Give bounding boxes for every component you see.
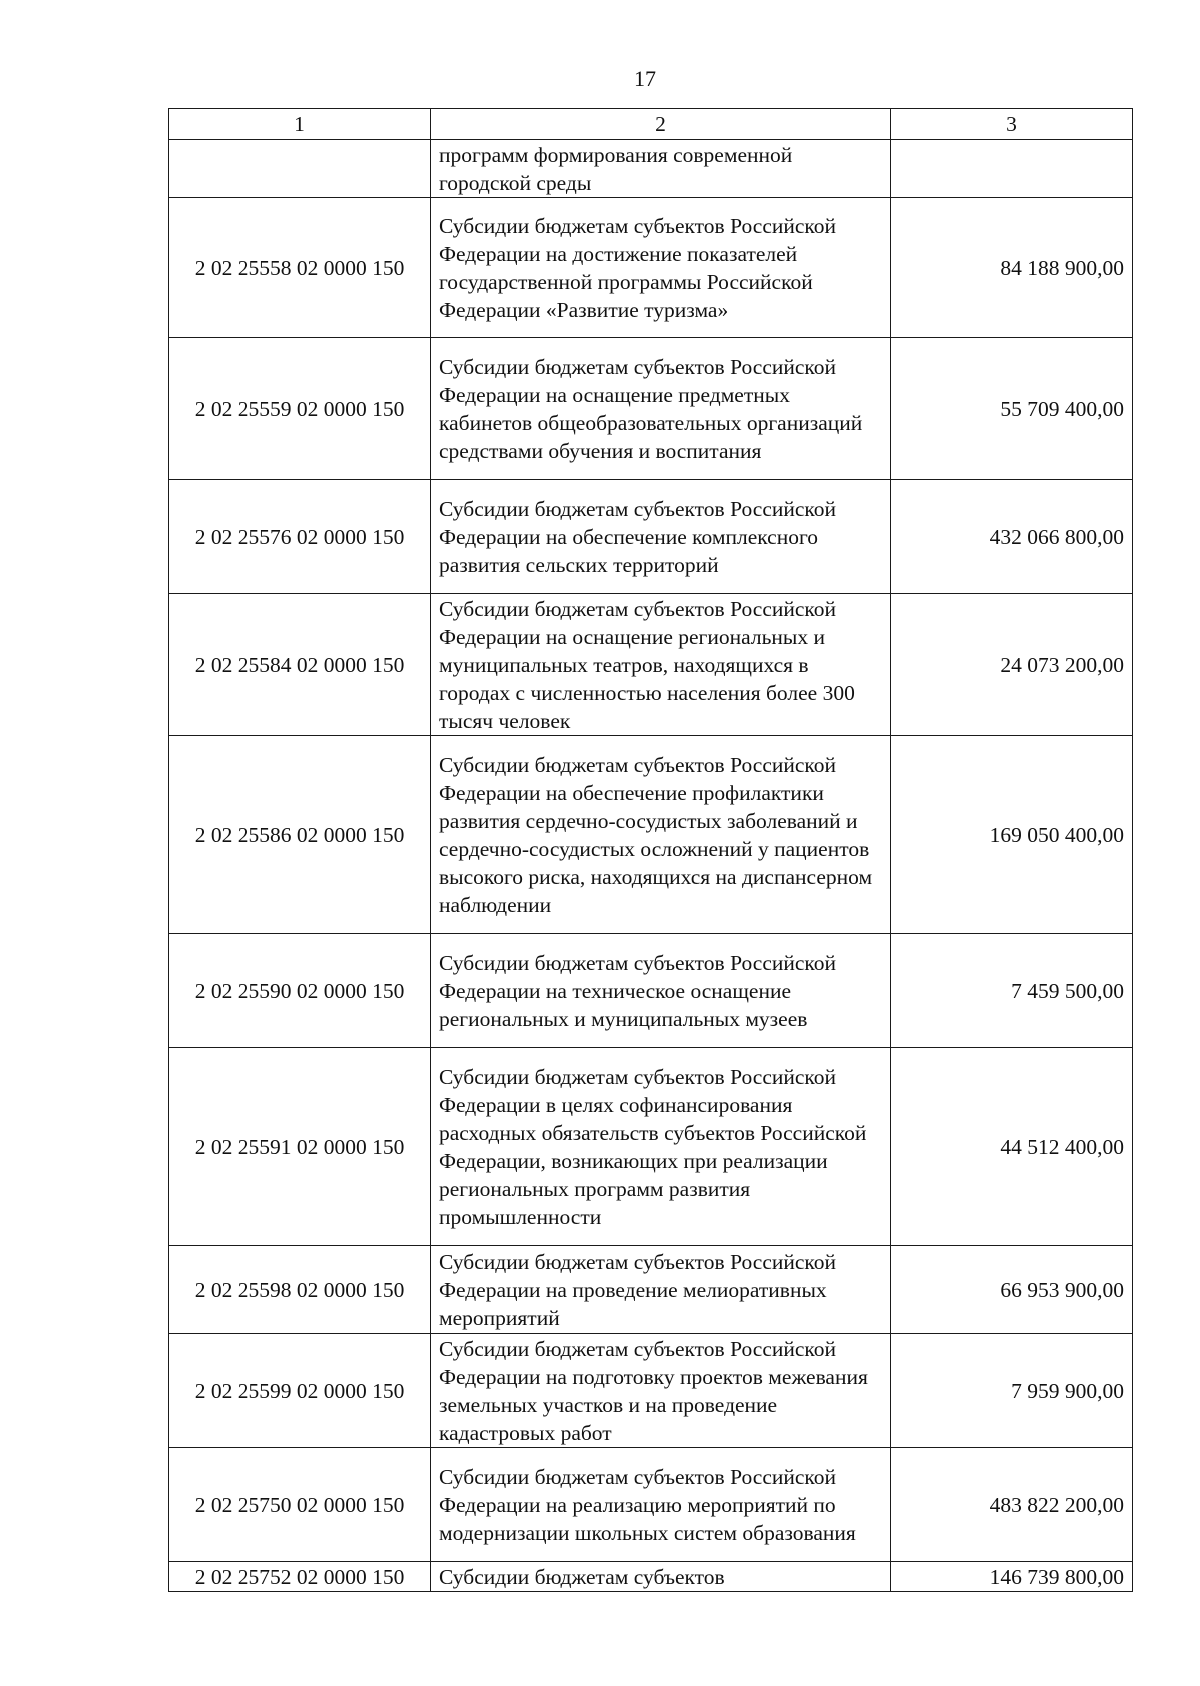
row-code: 2 02 25591 02 0000 150 xyxy=(169,1048,431,1246)
row-description: Субсидии бюджетам субъектов Российской Федерации на обеспечение профилактики развития сердечно-сосудистых заболеваний и сердечно-сосудистых осложнений у пациентов высокого риска, находящихся на диспансерном наблюдении xyxy=(431,736,891,934)
row-code: 2 02 25598 02 0000 150 xyxy=(169,1246,431,1334)
table-row xyxy=(169,1048,1133,1246)
row-description: Субсидии бюджетам субъектов Российской Федерации на оснащение предметных кабинетов общеобразовательных организаций средствами обучения и воспитания xyxy=(431,338,891,480)
row-code: 2 02 25752 02 0000 150 xyxy=(169,1562,431,1592)
row-amount: 7 959 900,00 xyxy=(891,1334,1133,1448)
column-header-1: 1 xyxy=(169,109,431,140)
row-code: 2 02 25586 02 0000 150 xyxy=(169,736,431,934)
page-number: 17 xyxy=(634,66,656,91)
table-row xyxy=(169,480,1133,594)
row-amount: 44 512 400,00 xyxy=(891,1048,1133,1246)
table-header-row xyxy=(169,109,1133,140)
row-description: Субсидии бюджетам субъектов Российской Федерации в целях софинансирования расходных обязательств субъектов Российской Федерации, возникающих при реализации региональных программ развития промышленности xyxy=(431,1048,891,1246)
row-code: 2 02 25576 02 0000 150 xyxy=(169,480,431,594)
row-amount: 24 073 200,00 xyxy=(891,594,1133,736)
row-description: Субсидии бюджетам субъектов Российской Федерации на оснащение региональных и муниципальных театров, находящихся в городах с численностью населения более 300 тысяч человек xyxy=(431,594,891,736)
table-row xyxy=(169,338,1133,480)
table-row xyxy=(169,198,1133,338)
table-row xyxy=(169,1334,1133,1448)
row-description: Субсидии бюджетам субъектов Российской Федерации на достижение показателей государственной программы Российской Федерации «Развитие туризма» xyxy=(431,198,891,338)
row-amount: 55 709 400,00 xyxy=(891,338,1133,480)
table-row xyxy=(169,736,1133,934)
column-header-2: 2 xyxy=(431,109,891,140)
table-row xyxy=(169,1246,1133,1334)
table-row xyxy=(169,934,1133,1048)
row-code: 2 02 25750 02 0000 150 xyxy=(169,1448,431,1562)
row-code: 2 02 25558 02 0000 150 xyxy=(169,198,431,338)
row-amount: 66 953 900,00 xyxy=(891,1246,1133,1334)
row-description: программ формирования современной городской среды xyxy=(431,140,891,198)
row-amount: 7 459 500,00 xyxy=(891,934,1133,1048)
budget-table xyxy=(168,108,1133,1592)
table-row xyxy=(169,140,1133,198)
row-code xyxy=(169,140,431,198)
column-header-3: 3 xyxy=(891,109,1133,140)
table-row xyxy=(169,594,1133,736)
row-description: Субсидии бюджетам субъектов Российской Федерации на реализацию мероприятий по модернизации школьных систем образования xyxy=(431,1448,891,1562)
row-description: Субсидии бюджетам субъектов Российской Федерации на техническое оснащение региональных и муниципальных музеев xyxy=(431,934,891,1048)
row-amount: 84 188 900,00 xyxy=(891,198,1133,338)
table-row xyxy=(169,1448,1133,1562)
row-code: 2 02 25559 02 0000 150 xyxy=(169,338,431,480)
row-amount: 483 822 200,00 xyxy=(891,1448,1133,1562)
row-amount xyxy=(891,140,1133,198)
row-description: Субсидии бюджетам субъектов Российской Федерации на проведение мелиоративных мероприятий xyxy=(431,1246,891,1334)
row-description: Субсидии бюджетам субъектов Российской Федерации на подготовку проектов межевания земельных участков и на проведение кадастровых работ xyxy=(431,1334,891,1448)
row-amount: 432 066 800,00 xyxy=(891,480,1133,594)
row-code: 2 02 25590 02 0000 150 xyxy=(169,934,431,1048)
row-amount: 146 739 800,00 xyxy=(891,1562,1133,1592)
row-code: 2 02 25584 02 0000 150 xyxy=(169,594,431,736)
row-description: Субсидии бюджетам субъектов Российской Федерации на обеспечение комплексного развития сельских территорий xyxy=(431,480,891,594)
row-description: Субсидии бюджетам субъектов xyxy=(431,1562,891,1592)
row-code: 2 02 25599 02 0000 150 xyxy=(169,1334,431,1448)
table-row xyxy=(169,1562,1133,1592)
row-amount: 169 050 400,00 xyxy=(891,736,1133,934)
